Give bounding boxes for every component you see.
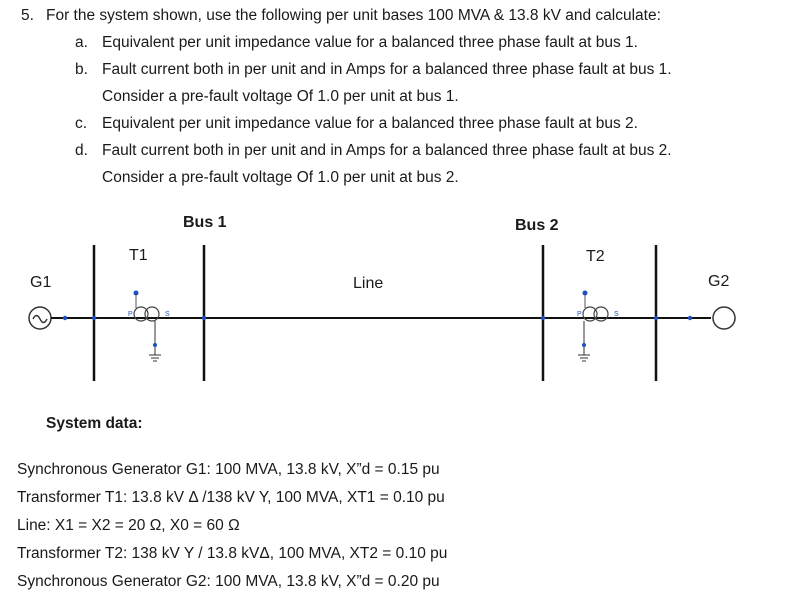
t1-label: T1 — [129, 247, 148, 264]
diagram-drawing — [0, 205, 786, 395]
system-data-heading: System data: — [46, 415, 143, 432]
transformer-t1-symbol — [128, 291, 170, 362]
item-c-text: Equivalent per unit impedance value for a balanced three phase fault at bus 2. — [102, 115, 638, 132]
generator-g1-symbol — [29, 307, 51, 329]
item-letter-c: c. — [75, 115, 88, 132]
question-intro: For the system shown, use the following per unit bases 100 MVA & 13.8 kV and calculate: — [46, 7, 661, 24]
g2-label: G2 — [708, 273, 730, 290]
system-data-line: Synchronous Generator G2: 100 MVA, 13.8 kV, X”d = 0.20 pu — [17, 573, 440, 590]
one-line-diagram — [0, 205, 786, 395]
system-data-line: Synchronous Generator G1: 100 MVA, 13.8 kV, X”d = 0.15 pu — [17, 461, 440, 478]
svg-text:P: P — [128, 311, 133, 318]
transformer-t2-symbol — [577, 291, 619, 362]
item-b-text-1: Fault current both in per unit and in Amps for a balanced three phase fault at bus 1. — [102, 61, 672, 78]
bus-2-label: Bus 2 — [515, 217, 559, 234]
generator-g2-symbol — [713, 307, 735, 329]
item-letter-a: a. — [75, 34, 88, 51]
system-data-line: Transformer T1: 13.8 kV Δ /138 kV Y, 100 MVA, XT1 = 0.10 pu — [17, 489, 445, 506]
svg-text:S: S — [614, 311, 619, 318]
g1-label: G1 — [30, 274, 52, 291]
item-letter-b: b. — [75, 61, 88, 78]
item-letter-d: d. — [75, 142, 88, 159]
item-a-text: Equivalent per unit impedance value for a balanced three phase fault at bus 1. — [102, 34, 638, 51]
item-d-text-1: Fault current both in per unit and in Amps for a balanced three phase fault at bus 2. — [102, 142, 672, 159]
svg-text:S: S — [165, 311, 170, 318]
bus-1-label: Bus 1 — [183, 214, 227, 231]
t2-label: T2 — [586, 248, 605, 265]
item-b-text-2: Consider a pre-fault voltage Of 1.0 per unit at bus 1. — [102, 88, 459, 105]
system-data-line: Transformer T2: 138 kV Y / 13.8 kVΔ, 100 MVA, XT2 = 0.10 pu — [17, 545, 448, 562]
svg-text:P: P — [577, 311, 582, 318]
item-d-text-2: Consider a pre-fault voltage Of 1.0 per unit at bus 2. — [102, 169, 459, 186]
question-number: 5. — [21, 7, 34, 24]
line-label: Line — [353, 275, 384, 292]
system-data-line: Line: X1 = X2 = 20 Ω, X0 = 60 Ω — [17, 517, 240, 534]
